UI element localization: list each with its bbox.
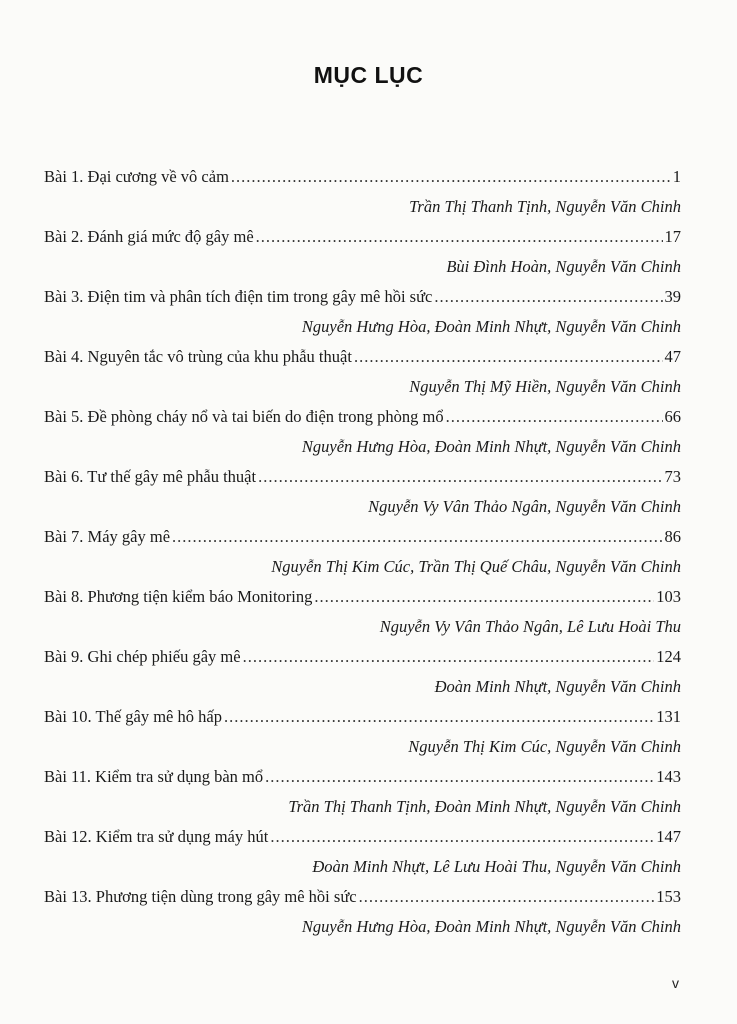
toc-entry-line [44,646,681,668]
dot-leader [314,586,654,608]
toc-entry-page: 153 [656,887,681,906]
table-of-contents [44,166,681,946]
toc-entry [44,526,681,586]
page-number: v [672,975,679,991]
toc-entry-title: Bài 2. Đánh giá mức độ gây mê [44,227,254,246]
toc-entry-authors: Nguyễn Thị Kim Cúc, Trần Thị Quế Châu, Nguyễn Văn Chinh [271,557,681,576]
toc-entry-page: 131 [656,707,681,726]
toc-entry-authors: Trần Thị Thanh Tịnh, Nguyễn Văn Chinh [409,197,681,216]
toc-entry-authors: Bùi Đình Hoàn, Nguyễn Văn Chinh [446,257,681,276]
toc-entry-page: 17 [664,227,681,246]
toc-entry-title: Bài 1. Đại cương về vô cảm [44,167,229,186]
toc-entry-page: 1 [672,167,681,186]
toc-entry-page: 39 [664,287,681,306]
toc-entry-line [44,166,681,188]
toc-entry-page: 143 [656,767,681,786]
toc-entry-line [44,526,681,548]
toc-entry-authors: Nguyễn Hưng Hòa, Đoàn Minh Nhựt, Nguyễn Văn Chinh [301,917,681,936]
dot-leader [446,406,663,428]
toc-entry-title: Bài 5. Đề phòng cháy nổ và tai biến do điện trong phòng mổ [44,407,444,426]
toc-entry [44,346,681,406]
toc-entry-authors: Đoàn Minh Nhựt, Lê Lưu Hoài Thu, Nguyễn Văn Chinh [312,857,681,876]
toc-entry-title: Bài 13. Phương tiện dùng trong gây mê hồi sức [44,887,357,906]
toc-entry-authors: Đoàn Minh Nhựt, Nguyễn Văn Chinh [434,677,681,696]
dot-leader [256,226,663,248]
toc-entry-page: 73 [664,467,681,486]
dot-leader [354,346,663,368]
dot-leader [270,826,654,848]
toc-entry [44,226,681,286]
toc-entry-authors: Nguyễn Hưng Hòa, Đoàn Minh Nhựt, Nguyễn Văn Chinh [301,317,681,336]
toc-entry-title: Bài 3. Điện tim và phân tích điện tim trong gây mê hồi sức [44,287,433,306]
dot-leader [359,886,655,908]
dot-leader [231,166,671,188]
toc-entry [44,886,681,946]
toc-entry [44,646,681,706]
toc-entry [44,826,681,886]
dot-leader [243,646,655,668]
toc-entry-page: 86 [664,527,681,546]
toc-entry-page: 103 [656,587,681,606]
toc-entry [44,286,681,346]
toc-entry-title: Bài 7. Máy gây mê [44,527,171,546]
dot-leader [258,466,662,488]
toc-entry-title: Bài 9. Ghi chép phiếu gây mê [44,647,241,666]
toc-entry-line [44,766,681,788]
toc-entry-title: Bài 10. Thế gây mê hô hấp [44,707,222,726]
toc-entry [44,706,681,766]
toc-entry-line [44,586,681,608]
toc-entry-line [44,826,681,848]
toc-entry-authors: Nguyễn Hưng Hòa, Đoàn Minh Nhựt, Nguyễn Văn Chinh [301,437,681,456]
toc-entry-title: Bài 6. Tư thế gây mê phẫu thuật [44,467,257,486]
toc-entry [44,406,681,466]
dot-leader [434,286,662,308]
toc-entry-line [44,226,681,248]
toc-entry-line [44,886,681,908]
toc-entry-line [44,706,681,728]
dot-leader [265,766,654,788]
toc-entry-line [44,406,681,428]
toc-entry [44,766,681,826]
toc-entry [44,586,681,646]
toc-entry-authors: Nguyễn Vy Vân Thảo Ngân, Lê Lưu Hoài Thu [379,617,681,636]
toc-entry-page: 47 [664,347,681,366]
toc-entry-page: 66 [664,407,681,426]
toc-entry-title: Bài 11. Kiểm tra sử dụng bàn mổ [44,767,264,786]
dot-leader [172,526,662,548]
toc-entry-title: Bài 4. Nguyên tắc vô trùng của khu phẫu thuật [44,347,352,366]
toc-entry-authors: Nguyễn Thị Mỹ Hiền, Nguyễn Văn Chinh [409,377,681,396]
toc-entry-page: 124 [656,647,681,666]
toc-entry-line [44,286,681,308]
dot-leader [224,706,654,728]
toc-entry [44,466,681,526]
toc-entry-authors: Nguyễn Thị Kim Cúc, Nguyễn Văn Chinh [408,737,681,756]
toc-entry-line [44,346,681,368]
toc-entry-authors: Trần Thị Thanh Tịnh, Đoàn Minh Nhựt, Nguyễn Văn Chinh [288,797,681,816]
page-title: MỤC LỤC [313,62,424,88]
toc-entry-title: Bài 8. Phương tiện kiểm báo Monitoring [44,587,313,606]
toc-entry-title: Bài 12. Kiểm tra sử dụng máy hút [44,827,269,846]
toc-entry-page: 147 [656,827,681,846]
toc-entry-line [44,466,681,488]
toc-entry [44,166,681,226]
toc-entry-authors: Nguyễn Vy Vân Thảo Ngân, Nguyễn Văn Chinh [368,497,681,516]
